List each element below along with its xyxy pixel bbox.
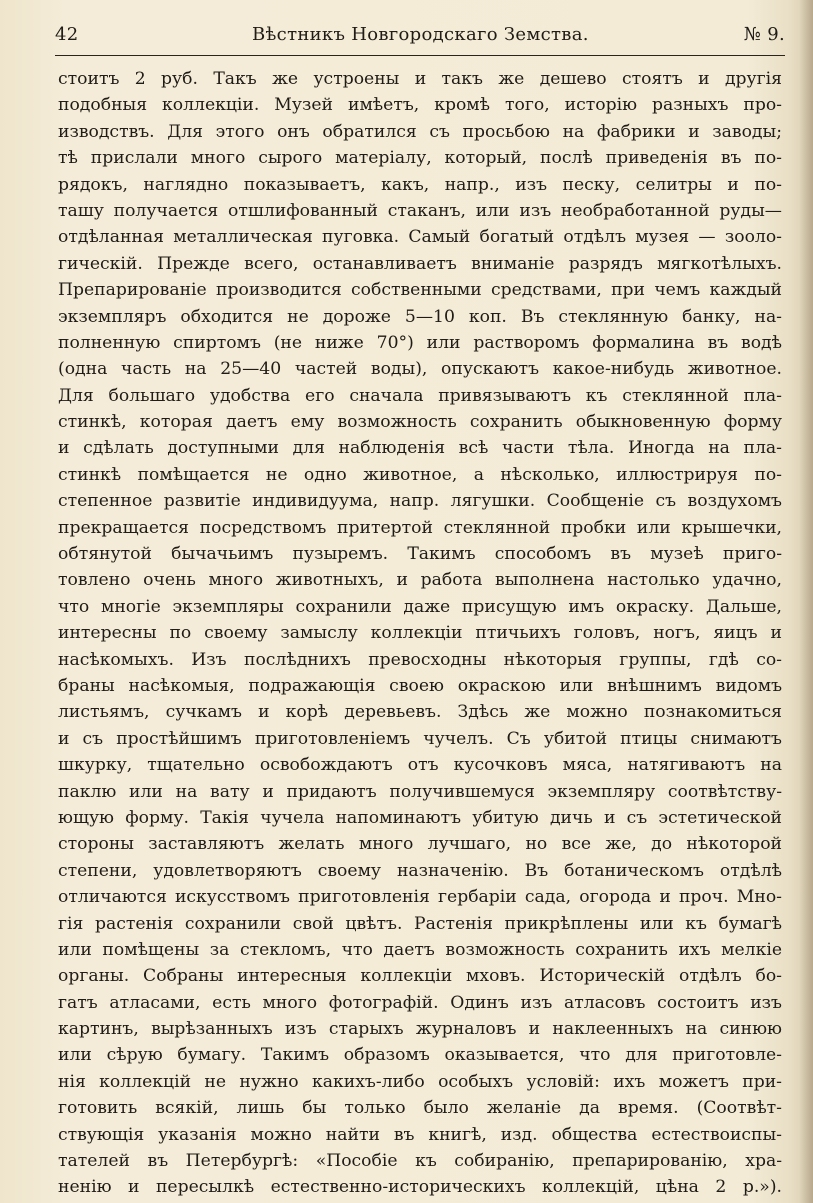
journal-title: Вѣстникъ Новгородскаго Земства. (252, 24, 589, 45)
text-line: отдѣланная металлическая пуговка. Самый богатый отдѣлъ музея — зооло- (58, 227, 782, 248)
text-line: ствующія указанія можно найти въ книгѣ, изд. общества естествоиспы- (58, 1124, 782, 1145)
text-line: гія растенія сохранили свой цвѣтъ. Растенія прикрѣплены или къ бумагѣ (58, 913, 782, 934)
text-line: тѣ прислали много сырого матеріалу, который, послѣ приведенія въ по- (58, 148, 782, 169)
text-line: интересны по своему замыслу коллекціи птичьихъ головъ, ногъ, яицъ и (58, 623, 782, 644)
text-line: отличаются искусствомъ приготовленія гербаріи сада, огорода и проч. Мно- (58, 887, 782, 908)
text-line: степени, удовлетворяютъ своему назначенію. Въ ботаническомъ отдѣлѣ (58, 860, 782, 881)
text-line: стороны заставляютъ желать много лучшаго, но все же, до нѣкоторой (58, 834, 782, 855)
text-line: стоитъ 2 руб. Такъ же устроены и такъ же дешево стоятъ и другія (58, 69, 782, 89)
text-line: листьямъ, сучкамъ и корѣ деревьевъ. Здѣсь же можно познакомиться (58, 702, 782, 723)
text-line: стинкѣ помѣщается не одно животное, а нѣсколько, иллюстрируя по- (58, 464, 782, 485)
text-line: тателей въ Петербургѣ: «Пособіе къ собиранію, препарированію, хра- (58, 1151, 782, 1172)
text-line: стинкѣ, которая даетъ ему возможность сохранить обыкновенную форму (58, 412, 782, 433)
issue-number: № 9. (743, 24, 785, 45)
page-number: 42 (55, 24, 79, 45)
running-header (55, 22, 785, 52)
text-line: или сѣрую бумагу. Такимъ образомъ оказывается, что для приготовле- (58, 1045, 782, 1066)
text-line: степенное развитіе индивидуума, напр. лягушки. Сообщеніе съ воздухомъ (58, 491, 782, 512)
text-line: подобныя коллекціи. Музей имѣетъ, кромѣ того, исторію разныхъ про- (58, 95, 782, 116)
body-text (58, 66, 782, 1201)
text-line: гатъ атласами, есть много фотографій. Одинъ изъ атласовъ состоитъ изъ (58, 992, 782, 1013)
text-line: или помѣщены за стекломъ, что даетъ возможность сохранить ихъ мелкіе (58, 939, 782, 960)
text-line: картинъ, вырѣзанныхъ изъ старыхъ журналовъ и наклеенныхъ на синюю (58, 1019, 782, 1040)
page-edge-shadow (799, 0, 813, 1203)
text-line: Препарированіе производится собственными средствами, при чемъ каждый (58, 280, 782, 301)
text-line: обтянутой бычачьимъ пузыремъ. Такимъ способомъ въ музеѣ приго- (58, 544, 782, 565)
text-line: (одна часть на 25—40 частей воды), опускаютъ какое-нибудь животное. (58, 359, 782, 380)
text-line: изводствъ. Для этого онъ обратился съ просьбою на фабрики и заводы; (58, 121, 782, 142)
text-line: гическій. Прежде всего, останавливаетъ вниманіе разрядъ мягкотѣлыхъ. (58, 253, 782, 274)
text-line: ненію и пересылкѣ естественно-историческихъ коллекцій, цѣна 2 р.»). (58, 1177, 782, 1198)
text-line: паклю или на вату и придаютъ получившемуся экземпляру соотвѣтству- (58, 781, 782, 802)
text-line: и сдѣлать доступными для наблюденія всѣ части тѣла. Иногда на пла- (58, 438, 782, 459)
text-line: прекращается посредствомъ притертой стеклянной пробки или крышечки, (58, 517, 782, 538)
text-line: браны насѣкомыя, подражающія своею окраскою или внѣшнимъ видомъ (58, 675, 782, 696)
header-rule (55, 55, 785, 56)
text-line: ташу получается отшлифованный стаканъ, или изъ необработанной руды— (58, 200, 782, 221)
text-line: шкурку, тщательно освобождаютъ отъ кусочковъ мяса, натягиваютъ на (58, 755, 782, 776)
text-line: органы. Собраны интересныя коллекціи мховъ. Историческій отдѣлъ бо- (58, 966, 782, 987)
text-line: полненную спиртомъ (не ниже 70°) или растворомъ формалина въ водѣ (58, 332, 782, 353)
text-line: насѣкомыхъ. Изъ послѣднихъ превосходны нѣкоторыя группы, гдѣ со- (58, 649, 782, 670)
text-line: готовить всякій, лишь бы только было желаніе да время. (Соотвѣт- (58, 1098, 782, 1119)
text-line: ющую форму. Такія чучела напоминаютъ убитую дичь и съ эстетической (58, 807, 782, 828)
text-line: нія коллекцій не нужно какихъ-либо особыхъ условій: ихъ можетъ при- (58, 1071, 782, 1092)
text-line: товлено очень много животныхъ, и работа выполнена настолько удачно, (58, 570, 782, 591)
text-line: рядокъ, наглядно показываетъ, какъ, напр., изъ песку, селитры и по- (58, 174, 782, 195)
text-line: и съ простѣйшимъ приготовленіемъ чучелъ. Съ убитой птицы снимаютъ (58, 728, 782, 749)
text-line: что многіе экземпляры сохранили даже присущую имъ окраску. Дальше, (58, 596, 782, 617)
text-line: Для большаго удобства его сначала привязываютъ къ стеклянной пла- (58, 385, 782, 406)
text-line: экземпляръ обходится не дороже 5—10 коп. Въ стеклянную банку, на- (58, 306, 782, 327)
